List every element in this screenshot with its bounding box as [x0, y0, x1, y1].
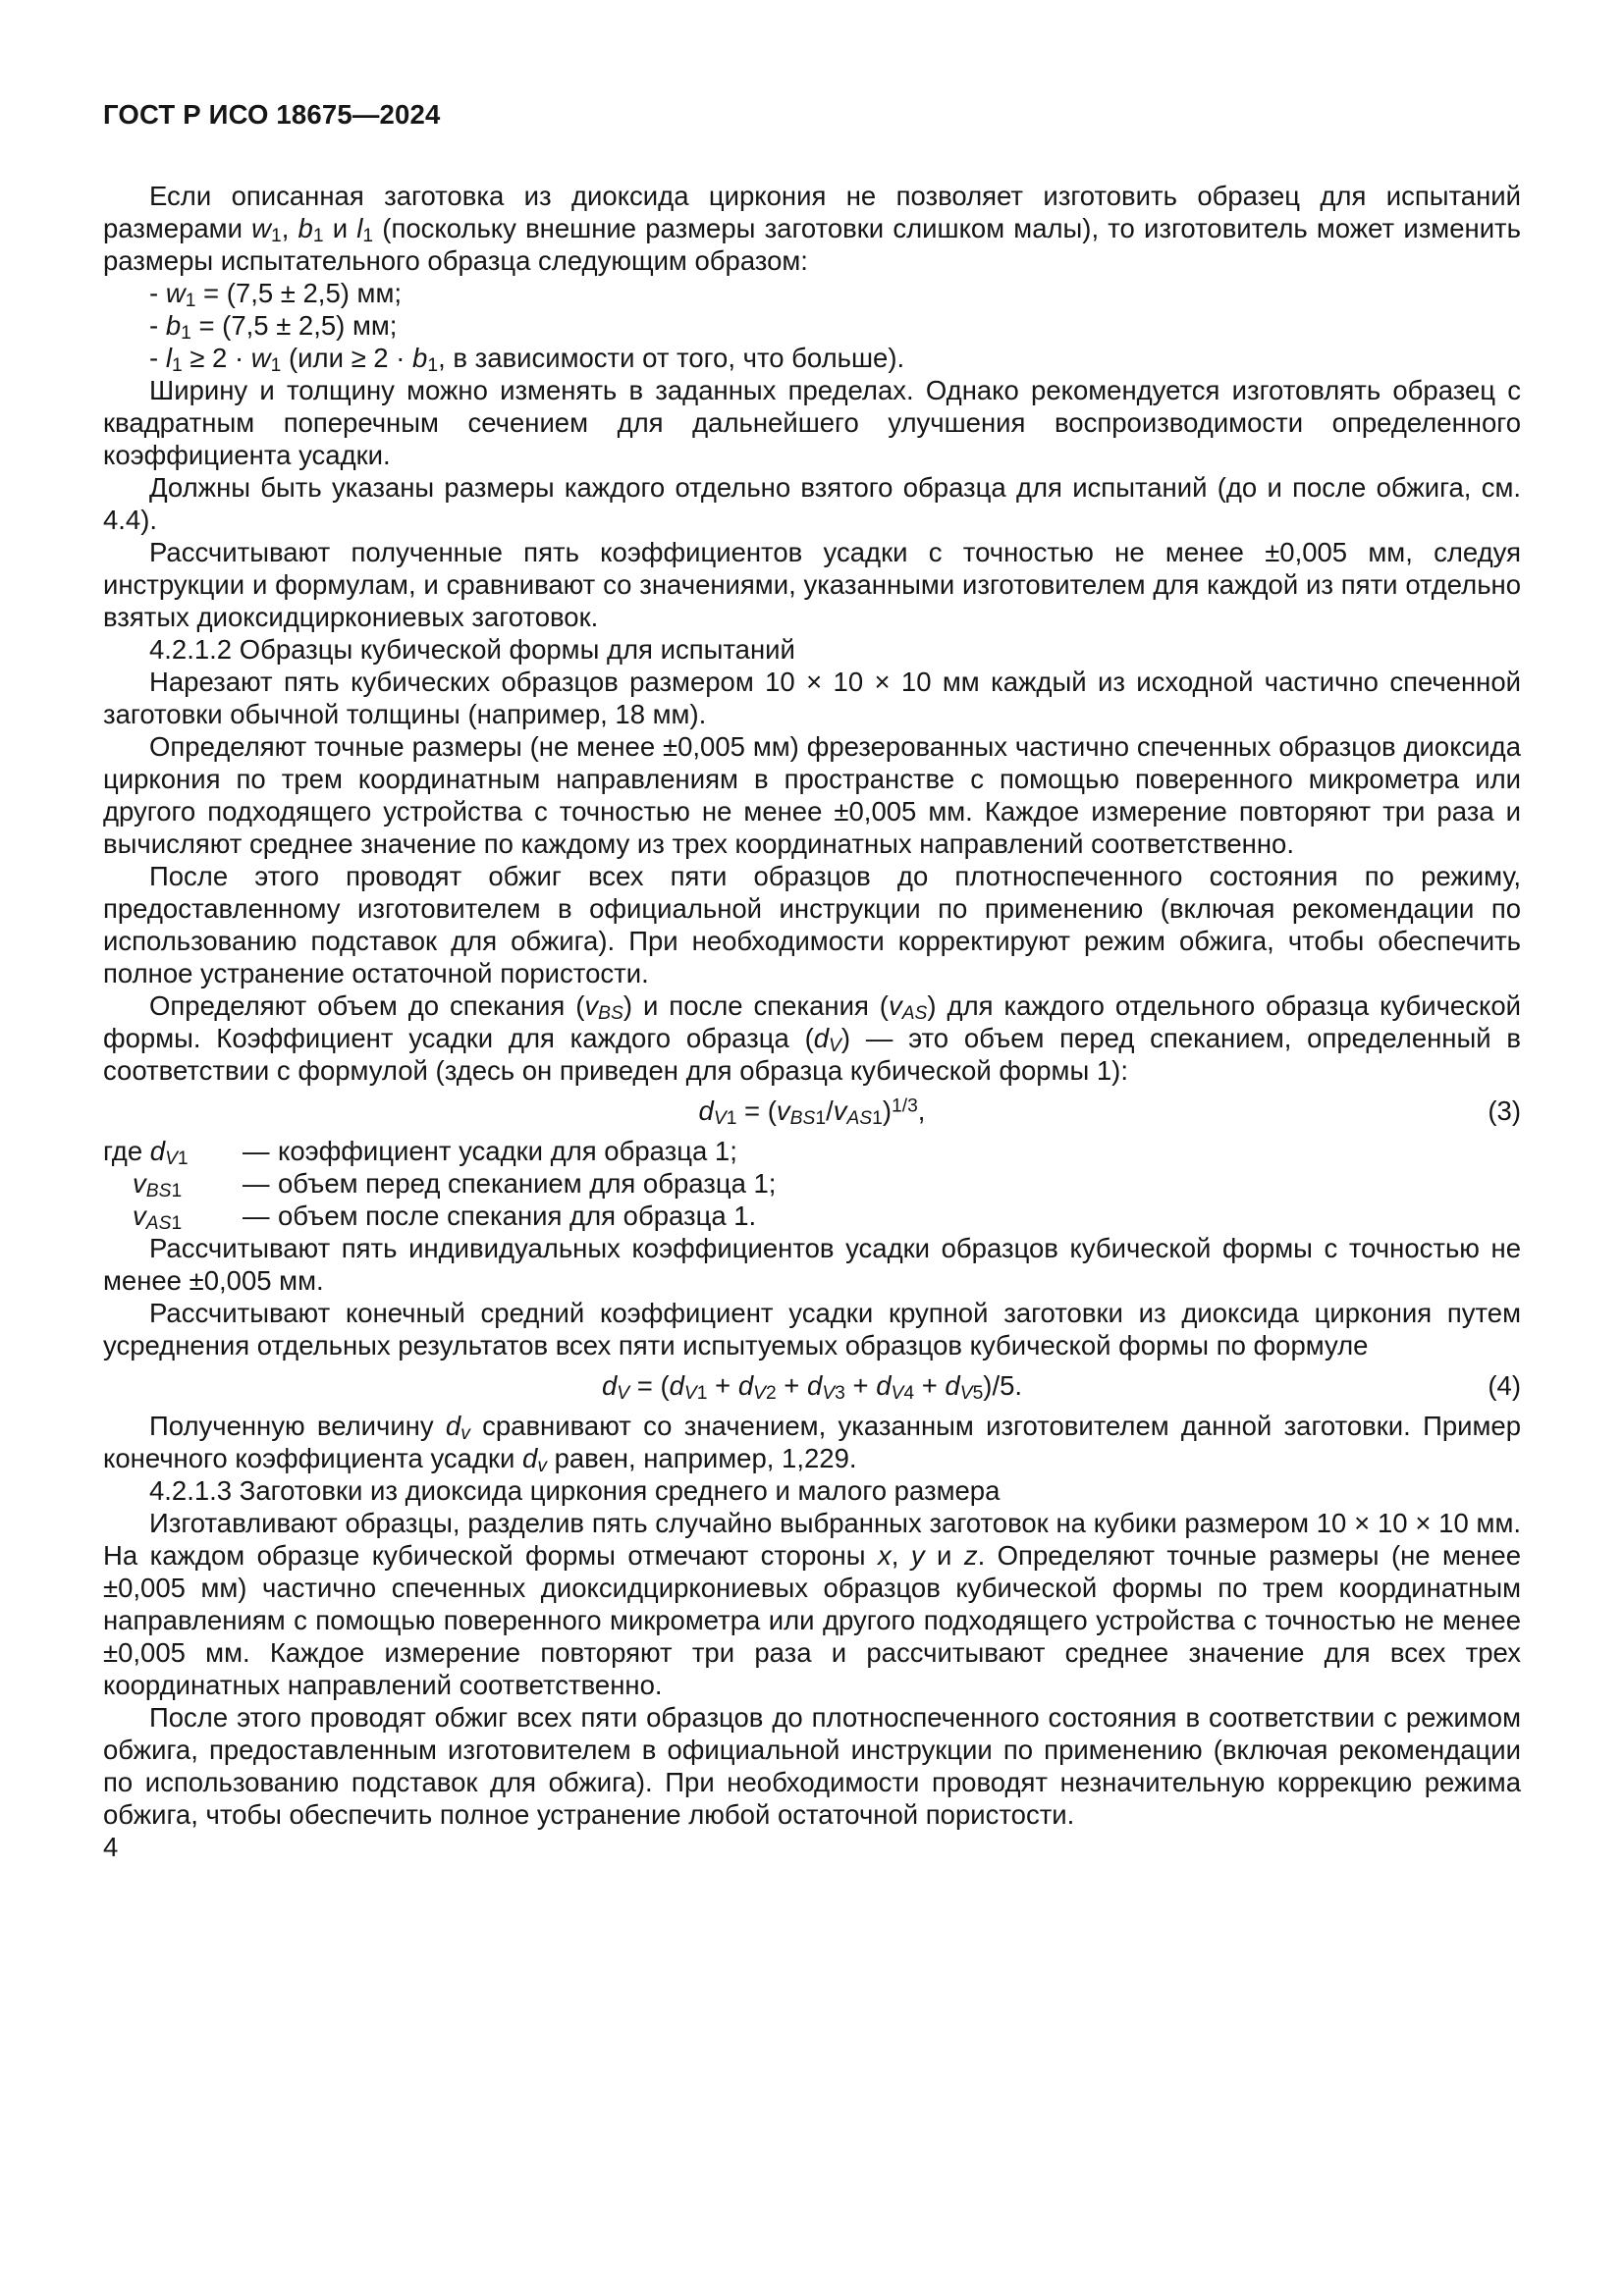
paragraph: Рассчитывают полученные пять коэффициентов усадки с точностью не менее ±0,005 мм, следуя инструкции и формулам, и сравнивают со значениями, указанными изготовителем для каждой из пяти отдельно взятых диоксидциркониевых заготовок. [103, 537, 1521, 632]
paragraph: После этого проводят обжиг всех пяти образцов до плотноспеченного состояния по режиму, предоставленному изготовителем в официальной инструкции по применению (включая рекомендации по использованию подставок для обжига). При необходимости корректируют режим обжига, чтобы обеспечить полное устранение остаточной пористости. [103, 861, 1521, 988]
paragraph: - $w_1 = (7,5 \pm 2,5)$ мм; [149, 278, 402, 312]
formula-number: (4) [1488, 1370, 1521, 1401]
paragraph: Если описанная заготовка из диоксида циркония не позволяет изготовить образец для испытаний размерами $w_1$, $b_1$ и $l_1$ (поскольку внешние размеры заготовки слишком малы), то изготовитель может изменить размеры испытательного образца следующим образом: [103, 181, 1521, 276]
paragraph: - $l_1 \ge 2 \cdot w_1$ ($или \ge 2 \cdot b_1$, в зависимости от того, что больше). [149, 343, 905, 377]
page-number: 4 [103, 1832, 119, 1862]
formula-number: (3) [1488, 1095, 1521, 1126]
formula-expression: $d_{V1} = (v_{BS1}/v_{AS1})^{1/3}$, [698, 1095, 926, 1130]
paragraph: Изготавливают образцы, разделив пять случайно выбранных заготовок на кубики размером 10 × 10 × 10 мм. На каждом образце кубической формы отмечают стороны x, y и z. Определяют точные размеры (не менее ±0,005 мм) частично спеченных диоксидциркониевых образцов кубической формы по трем координатным направлениям с помощью поверенного микрометра или другого подходящего устройства с точностью не менее ±0,005 мм. Каждое измерение повторяют три раза и рассчитывают среднее значение для всех трех координатных направлений соответственно. [103, 1508, 1522, 1700]
paragraph: Определяют объем до спекания $(v_{BS})$ и после спекания $(v_{AS})$ для каждого отдельного образца кубической формы. Коэффициент усадки для каждого образца $(d_V)$ — это объем перед спеканием, определенный в соответствии с формулой (здесь он приведен для образца кубической формы 1): [103, 990, 1522, 1086]
where-description: объем после спекания для образца 1. [278, 1201, 757, 1231]
where-symbol: $v_{AS1}$ [133, 1201, 183, 1235]
where-description: коэффициент усадки для образца 1; [278, 1136, 737, 1166]
where-dash: — [243, 1136, 270, 1166]
content [103, 180, 1521, 1831]
where-symbol: $v_{BS1}$ [133, 1168, 183, 1202]
paragraph: Нарезают пять кубических образцов размером 10 × 10 × 10 мм каждый из исходной частично спеченной заготовки обычной толщины (например, 18 мм). [103, 667, 1521, 729]
subclause-heading: 4.2.1.3 Заготовки из диоксида циркония среднего и малого размера [149, 1475, 1001, 1506]
where-definition-row [103, 1200, 1521, 1235]
subclause-heading: 4.2.1.2 Образцы кубической формы для испытаний [149, 634, 795, 665]
paragraph: Должны быть указаны размеры каждого отдельно взятого образца для испытаний (до и после обжига, см. 4.4). [103, 472, 1521, 535]
paragraph: После этого проводят обжиг всех пяти образцов до плотноспеченного состояния в соответствии с режимом обжига, предоставленным изготовителем в официальной инструкции по применению (включая рекомендации по использованию подставок для обжига). При необходимости проводят незначительную коррекцию режима обжига, чтобы обеспечить полное устранение любой остаточной пористости. [103, 1702, 1521, 1830]
where-definition-row [103, 1167, 1521, 1200]
where-dash: — [243, 1168, 270, 1199]
paragraph: Полученную величину $d_v$ сравнивают со значением, указанным изготовителем данной заготовки. Пример конечного коэффициента усадки $d_v$ равен, например, 1,229. [103, 1411, 1522, 1477]
where-dash: — [243, 1201, 270, 1231]
document-header: ГОСТ Р ИСО 18675—2024 [103, 99, 441, 130]
formula [103, 1095, 1521, 1130]
where-definition-row [103, 1135, 1521, 1170]
formula-expression: $d_V = (d_{V1} + d_{V2} + d_{V3} + d_{V4} + d_{V5})/5$. [601, 1370, 1023, 1405]
paragraph: Ширину и толщину можно изменять в заданных пределах. Однако рекомендуется изготовлять образец с квадратным поперечным сечением для дальнейшего улучшения воспроизводимости определенного коэффициента усадки. [103, 375, 1521, 470]
paragraph: - $b_1 = (7,5 \pm 2,5)$ мм; [149, 310, 398, 345]
where-description: объем перед спеканием для образца 1; [278, 1168, 777, 1199]
where-symbol: где $d_{V1}$ [103, 1136, 189, 1170]
paragraph: Определяют точные размеры (не менее ±0,005 мм) фрезерованных частично спеченных образцов диоксида циркония по трем координатным направлениям в пространстве с помощью поверенного микрометра или другого подходящего устройства с точностью не менее ±0,005 мм. Каждое измерение повторяют три раза и вычисляют среднее значение по каждому из трех координатных направлений соответственно. [103, 731, 1521, 859]
formula [103, 1369, 1521, 1405]
paragraph: Рассчитывают конечный средний коэффициент усадки крупной заготовки из диоксида циркония путем усреднения отдельных результатов всех пяти испытуемых образцов кубической формы по формуле [103, 1298, 1521, 1361]
paragraph: Рассчитывают пять индивидуальных коэффициентов усадки образцов кубической формы с точностью не менее ±0,005 мм. [103, 1233, 1521, 1296]
